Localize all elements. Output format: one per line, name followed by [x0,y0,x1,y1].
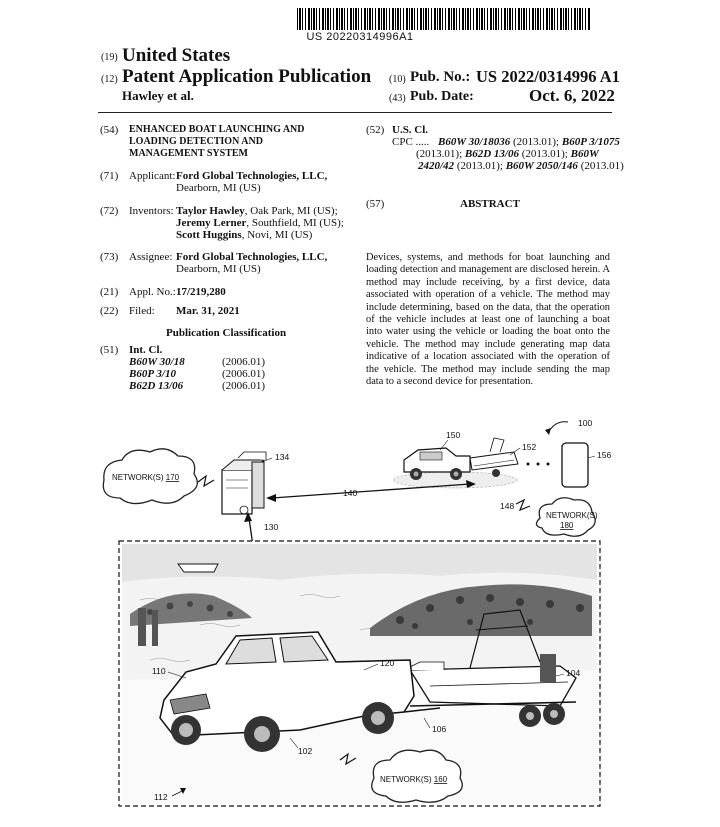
inventor-short: Hawley et al. [122,88,194,103]
ref-104: 104 [566,668,581,678]
barcode-number: US 20220314996A1 [306,31,414,43]
applicant-city: Dearborn, MI (US) [176,182,261,194]
ref-112: 112 [154,792,168,802]
ref-148: 148 [500,501,515,511]
patent-figure [0,400,720,827]
network-160-num: 160 [433,775,448,784]
network-cloud-170 [103,449,197,504]
pub-no-label: Pub. No.: [410,69,471,85]
ref-130: 130 [264,522,279,532]
ref-134: 134 [275,452,290,462]
title-line-1: ENHANCED BOAT LAUNCHING AND [129,124,305,135]
network-160-label [380,775,448,784]
code-72: (72) [100,205,119,217]
ref-110: 110 [152,666,166,676]
int-cl-code-2: B60P 3/10 [129,368,176,380]
code-22: (22) [100,305,119,317]
code-43: (43) [389,93,406,104]
int-cl-year-1: (2006.01) [222,356,266,368]
title-line-2: LOADING DETECTION AND [129,136,263,147]
ref-100: 100 [578,418,593,428]
code-21: (21) [100,286,119,298]
publication-classification-heading: Publication Classification [166,327,287,339]
filed-label: Filed: [129,305,155,317]
inventor-1-location: , Oak Park, MI (US); [244,205,338,217]
abstract-text: Devices, systems, and methods for boat launching and loading detection and management are disclosed herein. A method may include receiving, by a first device, data associated with operation of a vehicle. The method may include determining, based on the data, that the operation of the vehicle includes at least one of launching a boat into water using the vehicle or loading the boat onto the vehicle. The method may include generating map data indicative of a location associated with the operation of the vehicle. The method may include sending the map data to a second device for presentation. [366,252,610,388]
int-cl-year-2: (2006.01) [222,368,266,380]
ref-102: 102 [298,746,313,756]
network-cloud-180 [500,498,598,537]
code-54: (54) [100,124,119,136]
code-10: (10) [389,74,406,85]
cpc-code-5: B60W 2050/146 [505,160,578,172]
inventors-label: Inventors: [129,205,174,217]
inventor-2-name: Jeremy Lerner [176,217,247,229]
appl-no: 17/219,280 [176,286,226,298]
invention-title [129,124,304,160]
cpc-year-5: (2013.01) [577,160,624,172]
cpc-code-1: B60W 30/18036 [438,136,511,148]
inventor-3-name: Scott Huggins [176,229,242,241]
cpc-code-4a: B60W [570,148,599,160]
filed-date: Mar. 31, 2021 [176,305,240,317]
header-rule [98,112,612,113]
ref-150: 150 [446,430,461,440]
us-cl-label: U.S. Cl. [392,124,429,136]
cpc-year-2: (2013.01); [416,148,465,160]
ref-100-callout [545,418,592,435]
assignee-label: Assignee: [129,251,173,263]
ref-106: 106 [432,724,447,734]
country: United States [122,45,231,66]
network-160-text: NETWORK(S) [380,775,434,784]
cpc-year-3: (2013.01); [518,148,571,160]
applicant-name: Ford Global Technologies, LLC, [176,170,328,182]
ref-140: 140 [343,488,358,498]
scene-112 [119,541,600,806]
int-cl-code-1: B60W 30/18 [129,356,185,368]
applicant-label: Applicant: [129,170,176,182]
assignee-name: Ford Global Technologies, LLC, [176,251,328,263]
wireless-signal-170 [198,476,214,486]
towing-vehicle-small [393,430,536,488]
pub-no: US 2022/0314996 A1 [476,67,620,86]
ref-156: 156 [597,450,612,460]
int-cl-label: Int. Cl. [129,344,163,356]
network-180-num: 180 [560,521,574,530]
cpc-code-4b: 2420/42 [418,160,455,172]
inventor-3-location: , Novi, MI (US) [241,229,313,241]
code-57: (57) [366,198,385,210]
code-51: (51) [100,344,119,356]
pub-date-label: Pub. Date: [410,89,474,104]
server-134 [222,452,289,514]
doc-type: Patent Application Publication [122,66,372,87]
barcode [297,8,591,30]
network-180-text: NETWORK(S) [546,511,598,520]
cpc-line-3 [418,160,624,173]
pub-date: Oct. 6, 2022 [529,86,615,105]
code-12: (12) [101,74,118,85]
network-170-num: 170 [165,473,180,482]
cpc-code-2: B60P 3/1075 [561,136,620,148]
inventor-2-location: , Southfield, MI (US); [246,217,344,229]
abstract-heading: ABSTRACT [460,198,520,210]
cpc-year-4: (2013.01); [454,160,506,172]
cpc-year-1: (2013.01); [510,136,562,148]
cpc-code-3: B62D 13/06 [464,148,519,160]
ref-120: 120 [380,658,395,668]
dots [527,463,550,466]
appl-no-label: Appl. No.: [129,286,176,298]
mobile-device [562,443,611,487]
code-73: (73) [100,251,119,263]
code-52: (52) [366,124,385,136]
int-cl-code-3: B62D 13/06 [129,380,184,392]
network-170-text: NETWORK(S) [112,473,166,482]
ref-152: 152 [522,442,537,452]
int-cl-year-3: (2006.01) [222,380,266,392]
code-19: (19) [101,52,118,63]
cpc-label: CPC ..... [392,136,430,148]
code-71: (71) [100,170,119,182]
network-170-label [112,473,180,482]
inventor-3 [176,229,312,242]
title-line-3: MANAGEMENT SYSTEM [129,148,248,159]
assignee-city: Dearborn, MI (US) [176,263,261,275]
inventor-1-name: Taylor Hawley [176,205,245,217]
